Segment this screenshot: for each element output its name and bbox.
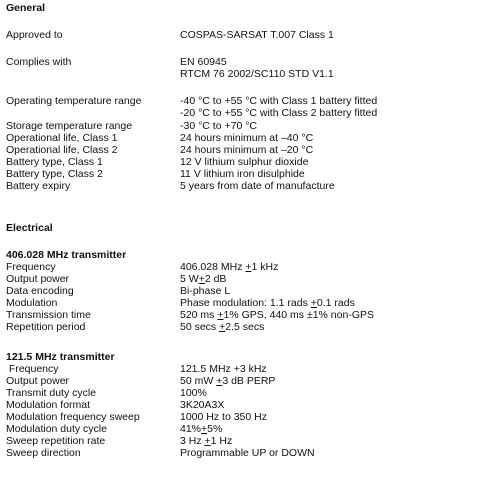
general-row (6, 180, 502, 193)
row-label: Frequency (6, 261, 56, 273)
row-label: Transmission time (6, 309, 91, 321)
row-label: Modulation format (6, 399, 91, 411)
approved-to-label: Approved to (6, 29, 63, 41)
row-value: 50 secs +2.5 secs (180, 321, 265, 333)
row-value: Phase modulation: 1.1 rads +0.1 rads (180, 297, 355, 309)
complies-with-value-2: RTCM 76 2002/SC110 STD V1.1 (180, 68, 334, 80)
row-label: Data encoding (6, 285, 74, 297)
row-value: 50 mW +3 dB PERP (180, 375, 276, 387)
row-value: 3K20A3X (180, 399, 225, 411)
row-value: 100% (180, 387, 207, 399)
row-label: Repetition period (6, 321, 86, 333)
row-label: Battery type, Class 1 (6, 156, 103, 168)
row-value: 1000 Hz to 350 Hz (180, 411, 267, 423)
tx406-heading: 406.028 MHz transmitter (6, 249, 127, 261)
complies-with-row-2 (6, 68, 502, 81)
electrical-heading: Electrical (6, 222, 53, 234)
row-value: -30 °C to +70 °C (180, 120, 257, 132)
row-value: 406.028 MHz +1 kHz (180, 261, 279, 273)
row-label: Output power (6, 273, 70, 285)
row-label: Modulation frequency sweep (6, 411, 140, 423)
row-label: Modulation duty cycle (6, 423, 107, 435)
op-temp-value-2: -20 °C to +55 °C with Class 2 battery fitted (180, 107, 378, 119)
row-label: Output power (6, 375, 70, 387)
row-value: Bi-phase L (180, 285, 231, 297)
row-value: 24 hours minimum at –20 °C (180, 144, 314, 156)
tx406-row (6, 321, 502, 334)
row-value: 520 ms +1% GPS, 440 ms ±1% non-GPS (180, 309, 374, 321)
approved-to-row (6, 29, 502, 42)
row-value: Programmable UP or DOWN (180, 447, 315, 459)
row-label: Operational life, Class 2 (6, 144, 118, 156)
row-value: 121.5 MHz +3 kHz (180, 363, 267, 375)
row-value: 12 V lithium sulphur dioxide (180, 156, 309, 168)
tx121-heading: 121.5 MHz transmitter (6, 351, 115, 363)
row-label: Storage temperature range (6, 120, 133, 132)
row-label: Frequency (6, 363, 59, 375)
row-label: Operational life, Class 1 (6, 132, 118, 144)
row-label: Sweep direction (6, 447, 81, 459)
row-label: Modulation (6, 297, 58, 309)
row-value: 5 years from date of manufacture (180, 180, 335, 192)
approved-to-value: COSPAS-SARSAT T.007 Class 1 (180, 29, 334, 41)
row-value: 5 W+2 dB (180, 273, 227, 285)
row-label: Battery type, Class 2 (6, 168, 103, 180)
row-value: 3 Hz +1 Hz (180, 435, 233, 447)
op-temp-row-2 (6, 107, 502, 120)
op-temp-label: Operating temperature range (6, 95, 142, 107)
row-value: 11 V lithium iron disulphide (180, 168, 305, 180)
row-value: 41%+5% (180, 423, 223, 435)
row-label: Transmit duty cycle (6, 387, 97, 399)
row-label: Battery expiry (6, 180, 71, 192)
row-label: Sweep repetition rate (6, 435, 106, 447)
complies-with-label: Complies with (6, 56, 72, 68)
op-temp-value-1: -40 °C to +55 °C with Class 1 battery fitted (180, 95, 378, 107)
row-value: 24 hours minimum at –40 °C (180, 132, 314, 144)
complies-with-value-1: EN 60945 (180, 56, 227, 68)
tx121-row (6, 447, 502, 460)
general-heading: General (6, 2, 46, 14)
